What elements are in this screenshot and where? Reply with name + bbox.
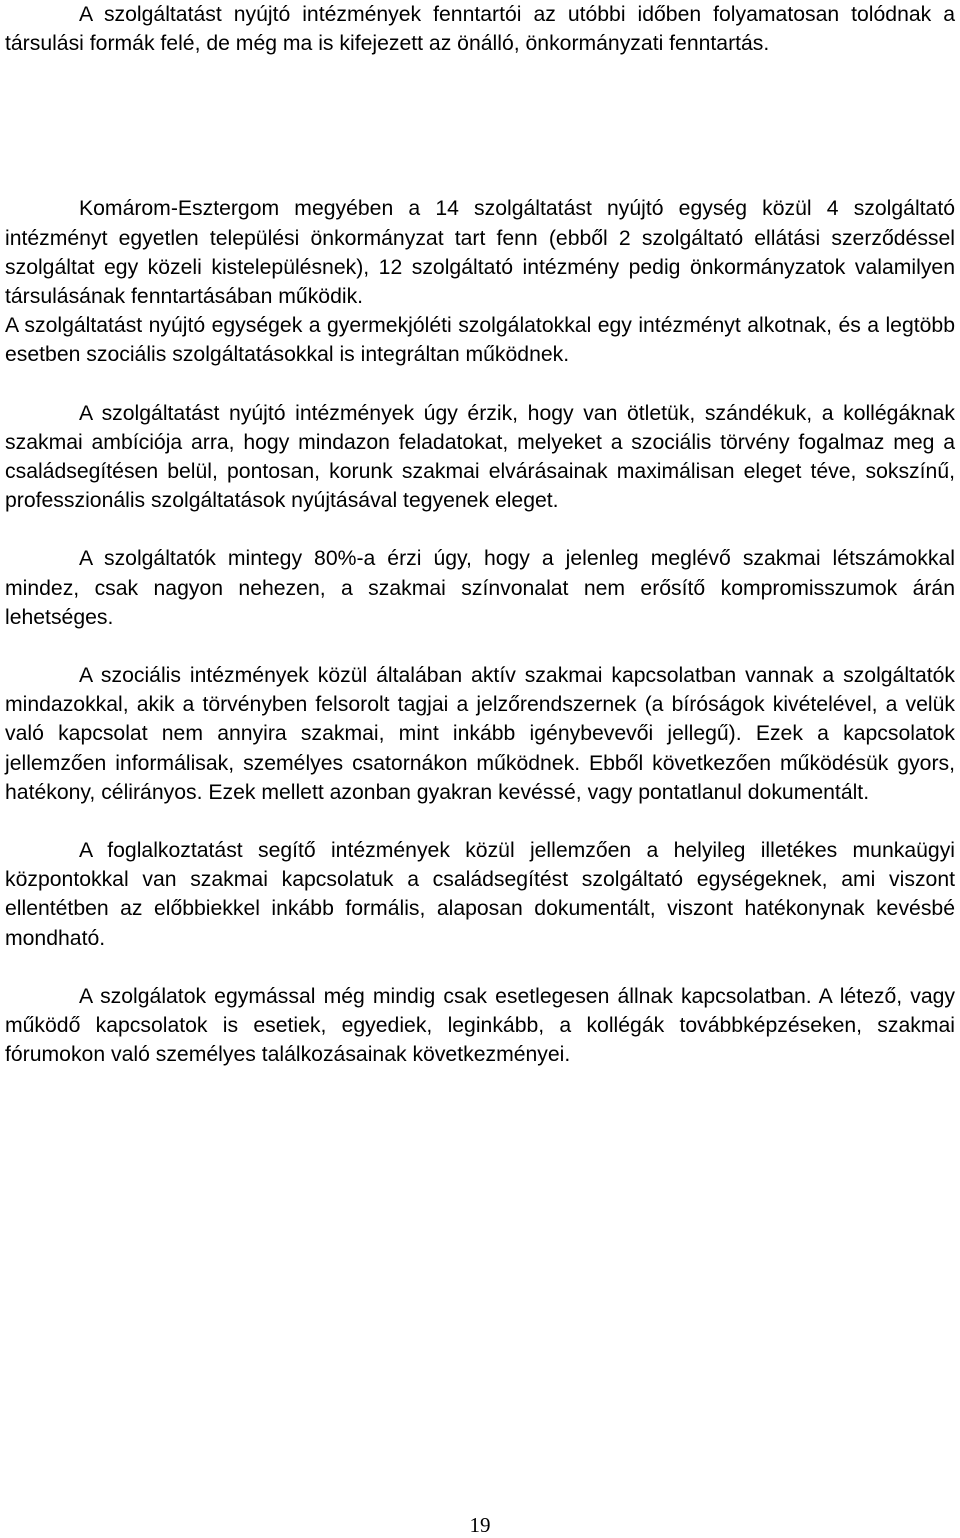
paragraph-integracio: A szolgáltatást nyújtó egységek a gyermekjóléti szolgálatokkal egy intézményt alkotnak, és a legtöbb esetben szociális szolgáltatásokkal is integráltan működnek. [5,314,955,367]
paragraph-gap [5,953,955,982]
paragraph-megyei-egysegek: Komárom-Esztergom megyében a 14 szolgáltatást nyújtó egység közül 4 szolgáltató intézményt egyetlen települési önkormányzat tart fenn (ebből 2 szolgáltató ellátási szerződéssel szolgáltat egy közeli kistelepülésnek), 12 szolgáltató intézmény pedig önkormányzatok valamilyen társulásának fenntartásában működik. [5,197,955,309]
paragraph-gap [5,515,955,544]
paragraph-gap [5,807,955,836]
document-page [5,0,955,1069]
paragraph-gap [5,370,955,399]
paragraph-ambicio: A szolgáltatást nyújtó intézmények úgy érzik, hogy van ötletük, szándékuk, a kollégáknak szakmai ambíciója arra, hogy mindazon feladatokat, melyeket a szociális törvény fogalmaz meg a családsegítésen belül, pontosan, korunk szakmai elvárásainak maximálisan eleget téve, sokszínű, professzionális szolgáltatások nyújtásával tegyenek eleget. [5,401,955,513]
paragraph-fenntartok: A szolgáltatást nyújtó intézmények fenntartói az utóbbi időben folyamatosan tolódnak a társulási formák felé, de még ma is kifejezett az önálló, önkormányzati fenntartás. [5,3,955,56]
paragraph-gap [5,58,955,194]
page-number: 19 [469,1513,491,1537]
paragraph-gap [5,632,955,661]
paragraph-foglalkoztatas: A foglalkoztatást segítő intézmények közül jellemzően a helyileg illetékes munkaügyi központokkal van szakmai kapcsolatuk a családsegítést szolgáltató egységeknek, ami viszont ellentétben az előbbiekkel inkább formális, alaposan dokumentált, viszont hatékonynak kevésbé mondható. [5,839,955,950]
paragraph-letszam: A szolgáltatók mintegy 80%-a érzi úgy, hogy a jelenleg meglévő szakmai létszámokkal mindez, csak nagyon nehezen, a szakmai színvonalat nem erősítő kompromisszumok árán lehetséges. [5,547,955,629]
paragraph-jelzorendszer: A szociális intézmények közül általában aktív szakmai kapcsolatban vannak a szolgáltatók mindazokkal, akik a törvényben felsorolt tagjai a jelzőrendszernek (a bíróságok kivételével, a velük való kapcsolat nem annyira szakmai, mint inkább igénybevevői jellegű). Ezek a kapcsolatok jellemzően informálisak, személyes csatornákon működnek. Ebből következően működésük gyors, hatékony, célirányos. Ezek mellett azonban gyakran kevéssé, vagy pontatlanul dokumentált. [5,664,955,804]
paragraph-szolgalatok-kapcsolata: A szolgálatok egymással még mindig csak esetlegesen állnak kapcsolatban. A létező, vagy működő kapcsolatok is esetiek, egyediek, leginkább, a kollégák továbbképzéseken, szakmai fórumokon való személyes találkozásainak következményei. [5,984,955,1067]
